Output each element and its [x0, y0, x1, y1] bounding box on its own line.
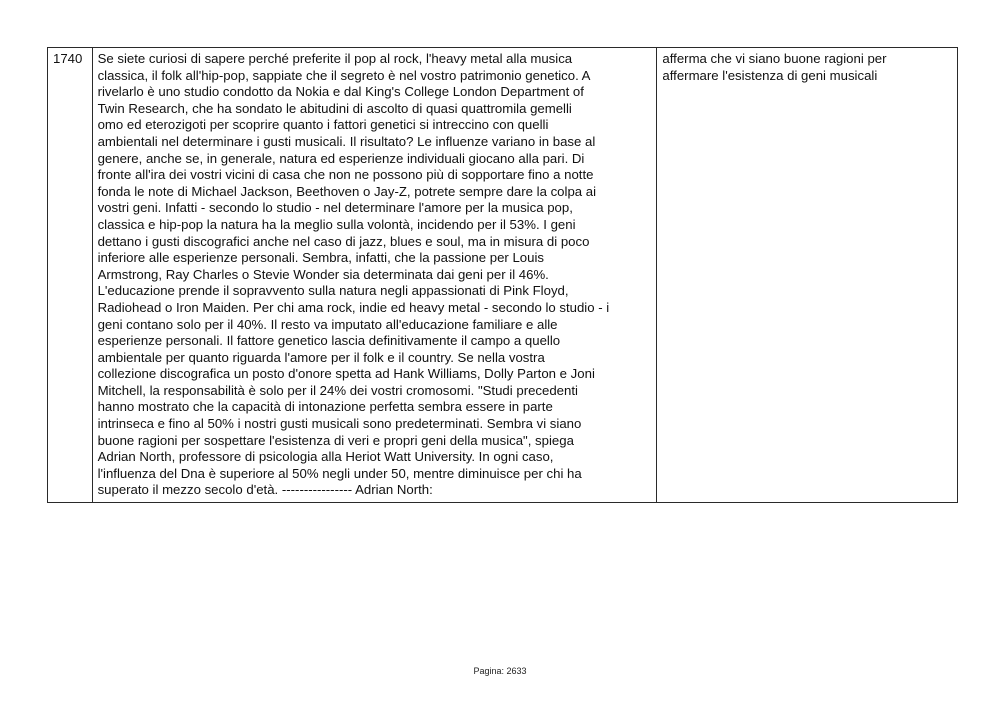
record-note-cell	[657, 48, 958, 503]
page-number: Pagina: 2633	[473, 666, 527, 676]
record-id: 1740	[53, 51, 83, 66]
table-row	[48, 48, 958, 503]
record-id-cell	[48, 48, 93, 503]
record-table	[47, 47, 958, 503]
record-text-cell	[92, 48, 657, 503]
record-text: Se siete curiosi di sapere perché preferite il pop al rock, l'heavy metal alla musica classica, il folk all'hip-pop, sappiate che il segreto è nel vostro patrimonio genetico. A rivelarlo è uno studio condotto da Nokia e dal King's College London Department of Twin Research, che ha sondato le abitudini di ascolto di quasi quattromila gemelli omo ed eterozigoti per scoprire quanto i fattori genetici si intreccino con quelli ambientali nel determinare i gusti musicali. Il risultato? Le influenze variano in base al genere, anche se, in generale, natura ed esperienze individuali giocano alla pari. Di fronte all'ira dei vostri vicini di casa che non ne possono più di sopportare fino a notte fonda le note di Michael Jackson, Beethoven o Jay-Z, potrete sempre dare la colpa ai vostri geni. Infatti - secondo lo studio - nel determinare l'amore per la musica pop, classica e hip-pop la natura ha la meglio sulla volontà, incidendo per il 53%. I geni dettano i gusti discografici anche nel caso di jazz, blues e soul, ma in misura di poco inferiore alle esperienze personali. Sembra, infatti, che la passione per Louis Armstrong, Ray Charles o Stevie Wonder sia determinata dai geni per il 46%. L'educazione prende il sopravvento sulla natura negli appassionati di Pink Floyd, Radiohead o Iron Maiden. Per chi ama rock, indie ed heavy metal - secondo lo studio - i geni contano solo per il 40%. Il resto va imputato all'educazione familiare e alle esperienze personali. Il fattore genetico lascia definitivamente il campo a quello ambientale per quanto riguarda l'amore per il folk e il country. Se nella vostra collezione discografica un posto d'onore spetta ad Hank Williams, Dolly Parton e Joni Mitchell, la responsabilità è solo per il 24% dei vostri cromosomi. "Studi precedenti hanno mostrato che la capacità di intonazione perfetta sembra essere in parte intrinseca e fino al 50% i nostri gusti musicali sono predeterminati. Sembra vi siano buone ragioni per sospettare l'esistenza di veri e propri geni della musica", spiega Adrian North, professore di psicologia alla Heriot Watt University. In ogni caso, l'influenza del Dna è superiore al 50% negli under 50, mentre diminuisce per chi ha superato il mezzo secolo d'età. ---------------- Adrian North:	[97, 51, 610, 498]
record-note: afferma che vi siano buone ragioni per affermare l'esistenza di geni musicali	[662, 51, 887, 83]
